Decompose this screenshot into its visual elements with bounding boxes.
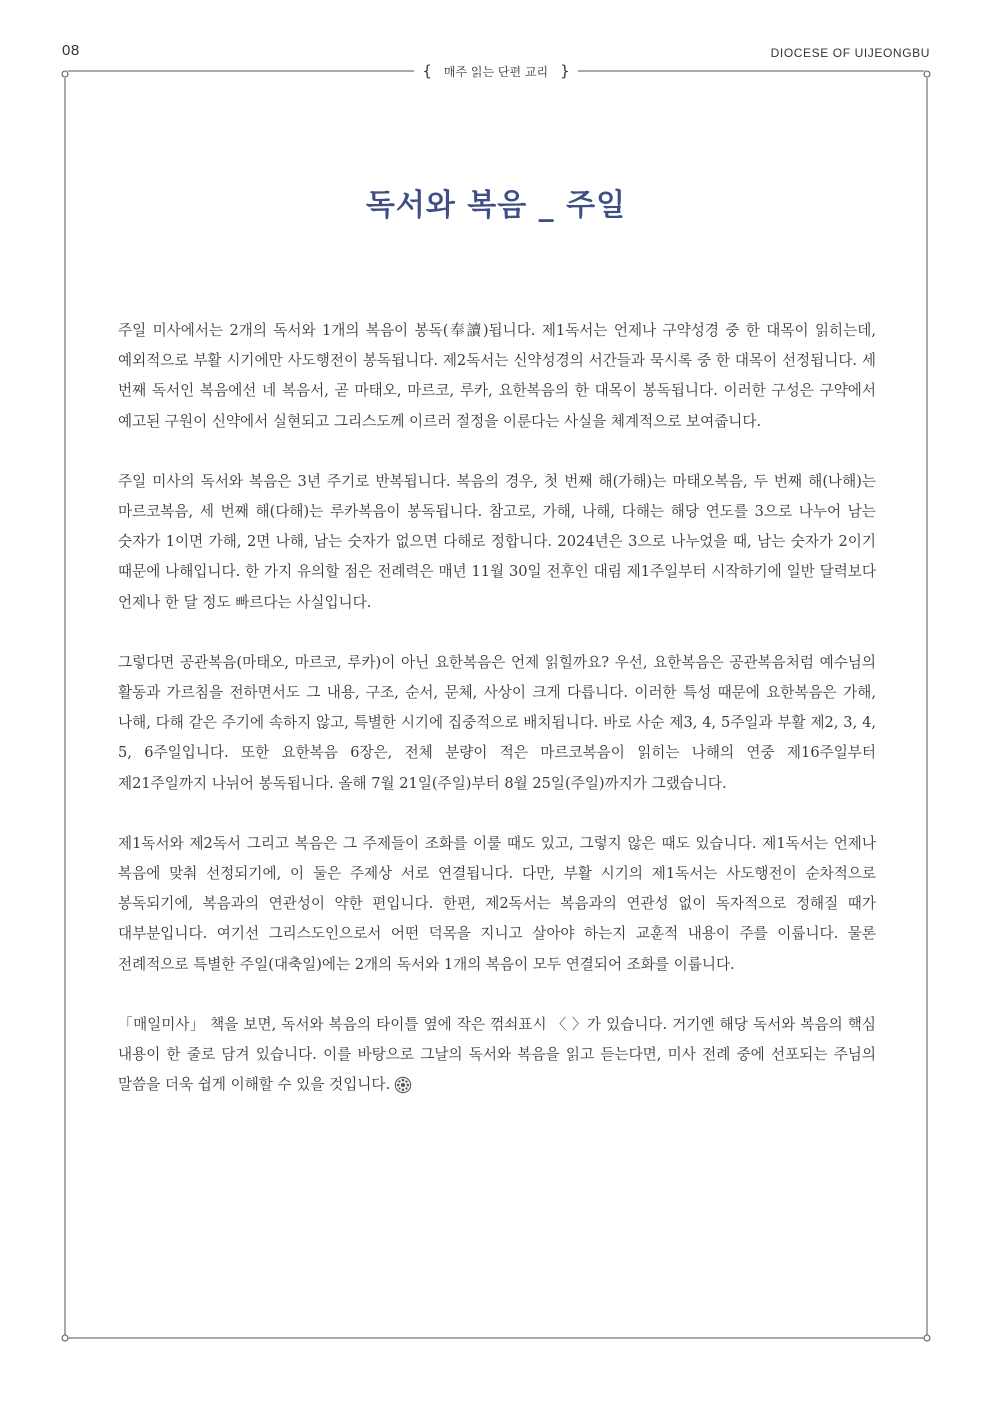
paragraph-5 bbox=[118, 1010, 876, 1101]
paragraph-5-text: 「매일미사」 책을 보면, 독서와 복음의 타이틀 옆에 작은 꺾쇠표시 〈 〉가 있습니다. 거기엔 해당 독서와 복음의 핵심 내용이 한 줄로 담겨 있습니다. 이를 바탕으로 그날의 독서와 복음을 읽고 듣는다면, 미사 전례 중에 선포되는 주님의 말씀을 더욱 쉽게 이해할 수 있을 것입니다. bbox=[118, 1015, 876, 1094]
left-brace-icon: { bbox=[422, 62, 432, 80]
series-label-text: 매주 읽는 단편 교리 bbox=[436, 62, 556, 82]
article-title: 독서와 복음 _ 주일 bbox=[365, 188, 627, 223]
right-brace-icon: } bbox=[560, 62, 570, 80]
paragraph-2: 주일 미사의 독서와 복음은 3년 주기로 반복됩니다. 복음의 경우, 첫 번째 해(가해)는 마태오복음, 두 번째 해(나해)는 마르코복음, 세 번째 해(다해)는 루카복음이 봉독됩니다. 참고로, 가해, 나해, 다해는 해당 연도를 3으로 나누어 남는 숫자가 1이면 가해, 2면 나해, 남는 숫자가 없으면 다해로 정합니다. 2024년은 3으로 나누었을 때, 남는 숫자가 2이기 때문에 나해입니다. 한 가지 유의할 점은 전례력은 매년 11월 30일 전후인 대림 제1주일부터 시작하기에 일반 달력보다 언제나 한 달 정도 빠르다는 사실입니다. bbox=[118, 472, 876, 611]
paragraph-3: 그렇다면 공관복음(마태오, 마르코, 루카)이 아닌 요한복음은 언제 읽힐까요? 우선, 요한복음은 공관복음처럼 예수님의 활동과 가르침을 전하면서도 그 내용, 구조, 순서, 문체, 사상이 크게 다릅니다. 이러한 특성 때문에 요한복음은 가해, 나해, 다해 같은 주기에 속하지 않고, 특별한 시기에 집중적으로 배치됩니다. 바로 사순 제3, 4, 5주일과 부활 제2, 3, 4, 5, 6주일입니다. 또한 요한복음 6장은, 전체 분량이 적은 마르코복음이 읽히는 나해의 연중 제16주일부터 제21주일까지 나뉘어 봉독됩니다. 올해 7월 21일(주일)부터 8월 25일(주일)까지가 그랬습니다. bbox=[118, 653, 876, 792]
paragraph-4: 제1독서와 제2독서 그리고 복음은 그 주제들이 조화를 이룰 때도 있고, 그렇지 않은 때도 있습니다. 제1독서는 언제나 복음에 맞춰 선정되기에, 이 둘은 주제상 서로 연결됩니다. 다만, 부활 시기의 제1독서는 사도행전이 순차적으로 봉독되기에, 복음과의 연관성이 약한 편입니다. 한편, 제2독서는 복음과의 연관성 없이 독자적으로 정해질 때가 대부분입니다. 여기선 그리스도인으로서 어떤 덕목을 지니고 살아야 하는지 교훈적 내용이 주를 이룹니다. 물론 전례적으로 특별한 주일(대축일)에는 2개의 독서와 1개의 복음이 모두 연결되어 조화를 이룹니다. bbox=[118, 834, 876, 973]
ornament-end-icon bbox=[394, 1076, 412, 1094]
page-number: 08 bbox=[62, 42, 80, 59]
series-label bbox=[0, 61, 992, 82]
diocese-name: DIOCESE OF UIJEONGBU bbox=[770, 46, 930, 60]
article-body bbox=[118, 316, 876, 1130]
paragraph-1: 주일 미사에서는 2개의 독서와 1개의 복음이 봉독(奉讀)됩니다. 제1독서는 언제나 구약성경 중 한 대목이 읽히는데, 예외적으로 부활 시기에만 사도행전이 봉독됩니다. 제2독서는 신약성경의 서간들과 묵시록 중 한 대목이 선정됩니다. 세 번째 독서인 복음에선 네 복음서, 곧 마태오, 마르코, 루카, 요한복음의 한 대목이 봉독됩니다. 이러한 구성은 구약에서 예고된 구원이 신약에서 실현되고 그리스도께 이르러 절정을 이룬다는 사실을 체계적으로 보여줍니다. bbox=[118, 322, 876, 430]
